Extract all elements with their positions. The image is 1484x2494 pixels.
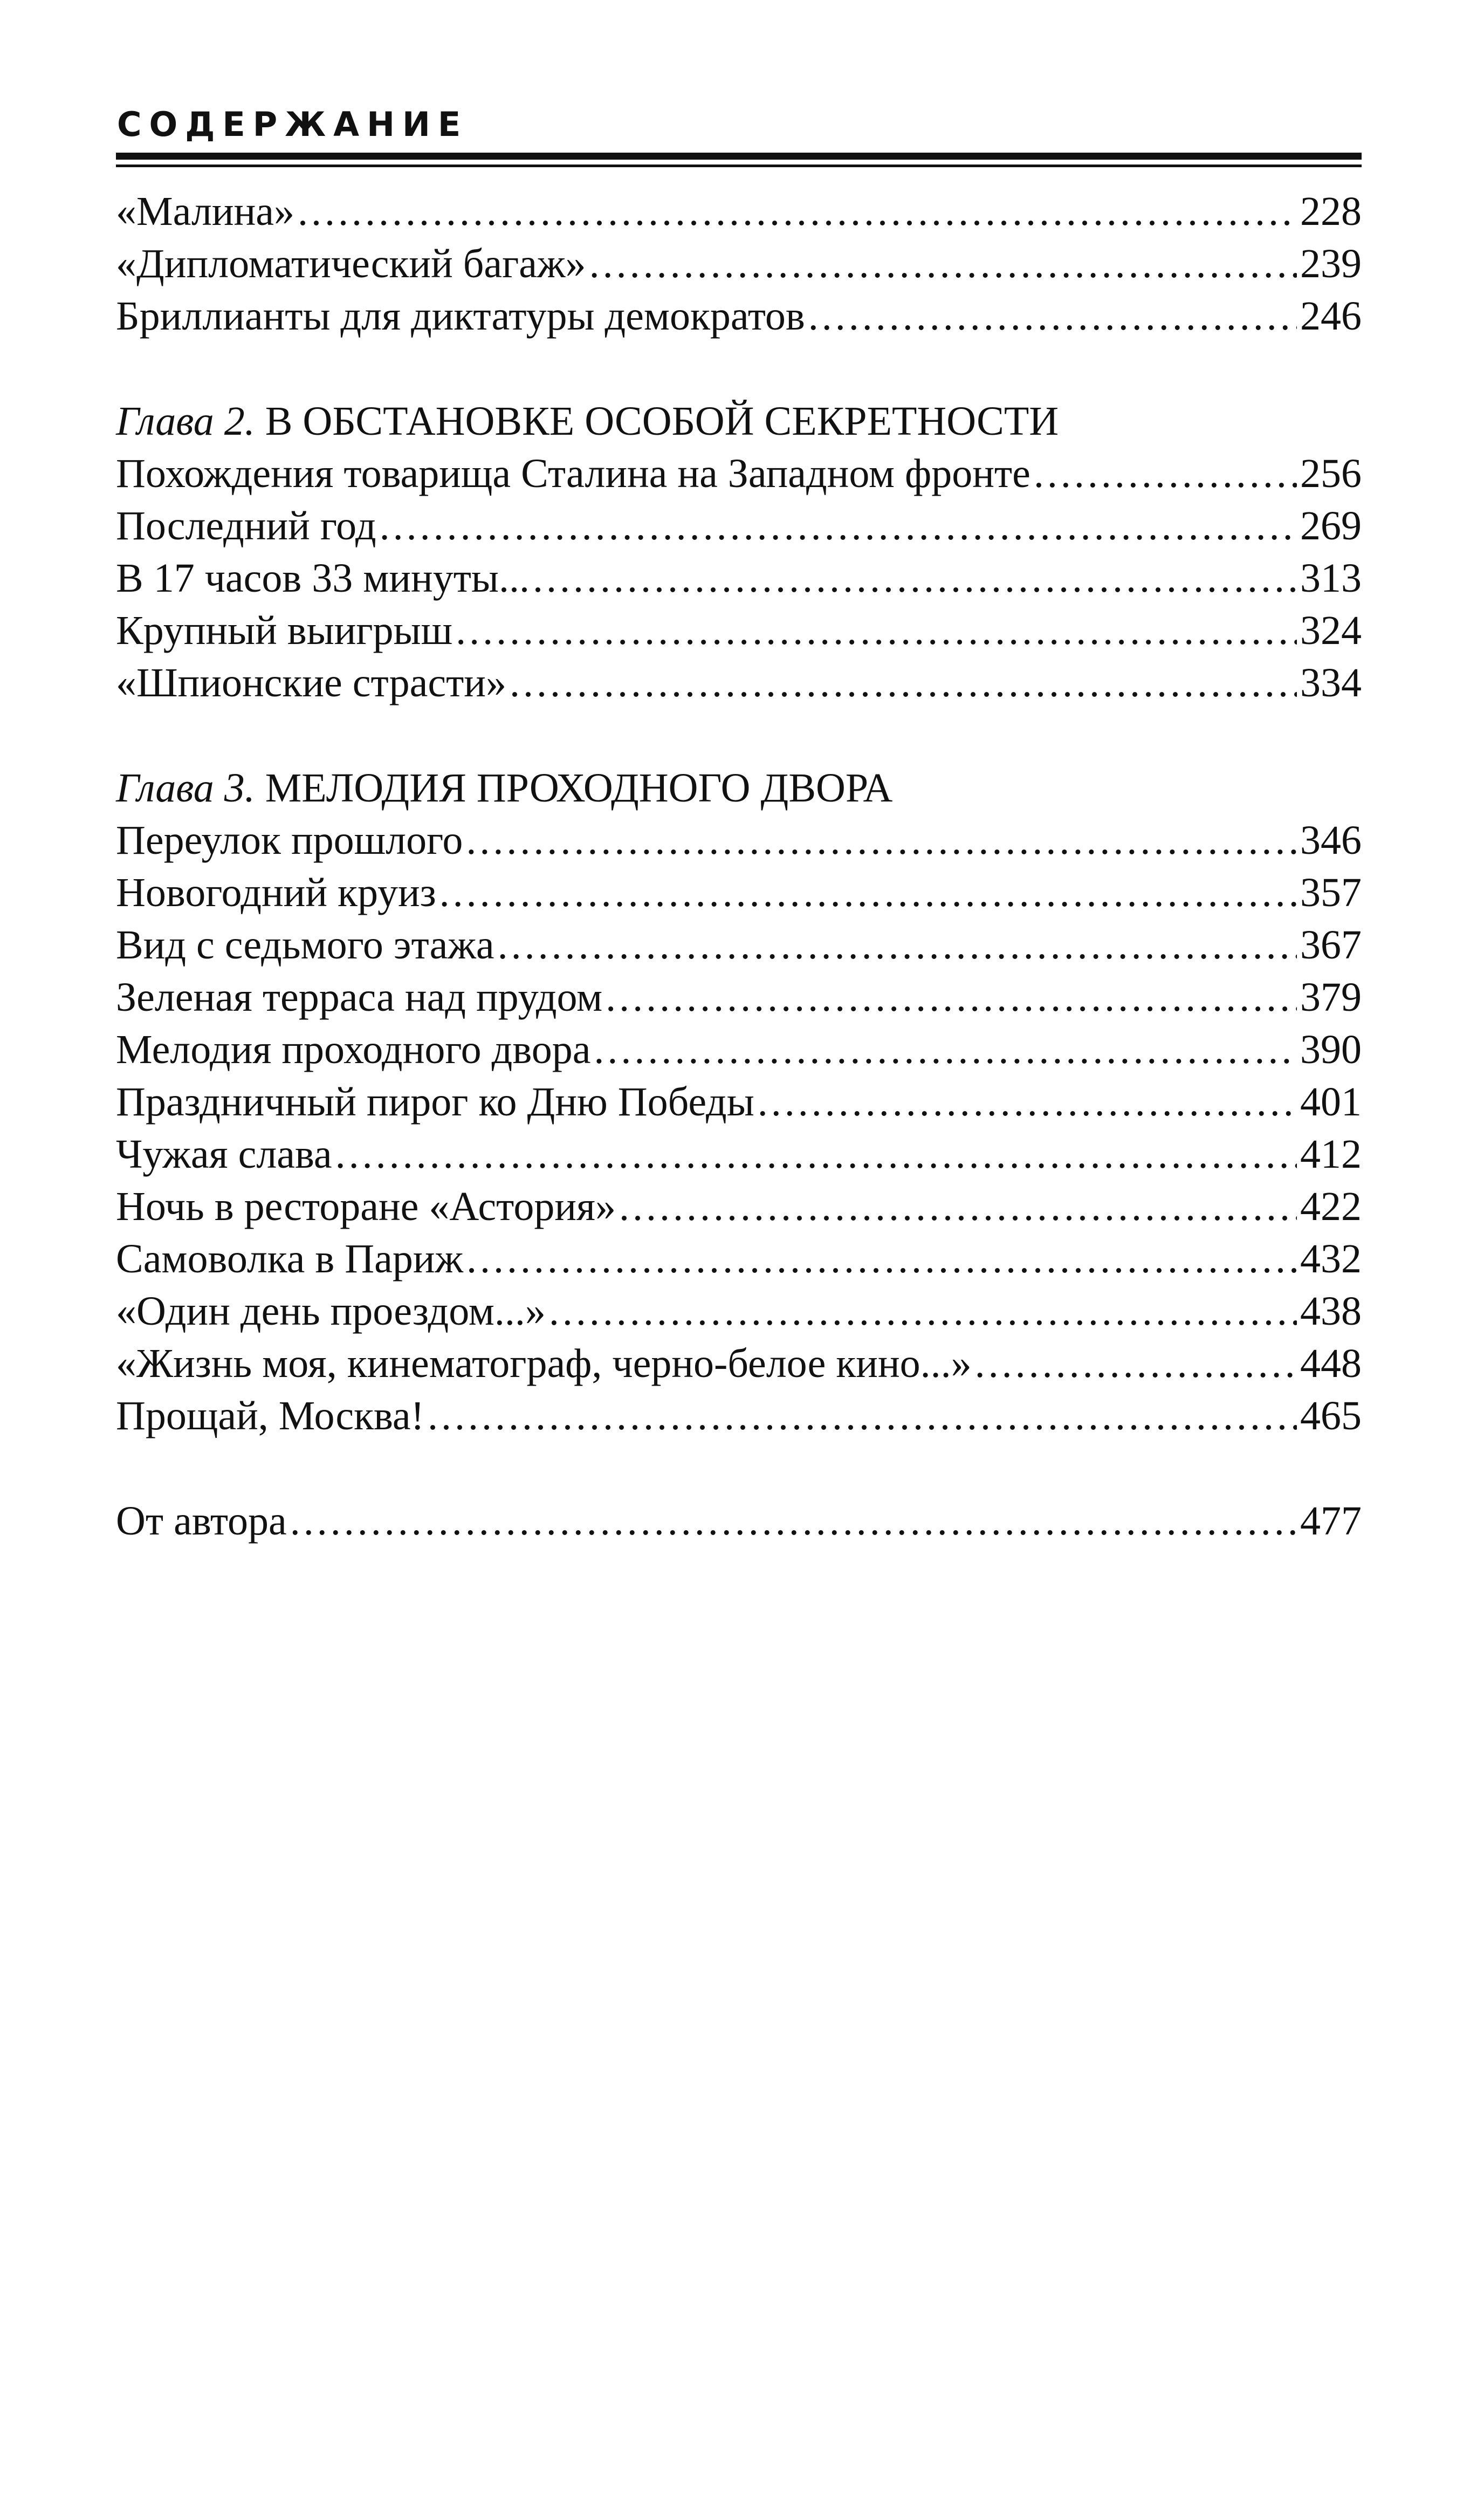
section-gap xyxy=(116,1442,1362,1495)
header-rule-thin xyxy=(116,165,1362,167)
toc-entry[interactable] xyxy=(116,1338,1362,1390)
table-of-contents xyxy=(116,186,1362,1547)
toc-entry-title: Ночь в ресторане «Астория» xyxy=(116,1184,616,1229)
dot-leader xyxy=(589,238,1297,290)
toc-entry-page: 246 xyxy=(1300,293,1362,339)
toc-entry-title: Новогодний круиз xyxy=(116,870,436,915)
toc-entry[interactable] xyxy=(116,500,1362,552)
dot-leader xyxy=(606,971,1297,1024)
toc-entry-page: 239 xyxy=(1300,241,1362,286)
toc-entry-page: 313 xyxy=(1300,556,1362,601)
dot-leader xyxy=(456,605,1297,657)
toc-entry-page: 346 xyxy=(1300,818,1362,863)
toc-entry[interactable] xyxy=(116,1076,1362,1128)
toc-entry-title: Бриллианты для диктатуры демократов xyxy=(116,293,805,339)
header-rule-thick xyxy=(116,153,1362,160)
toc-entry[interactable] xyxy=(116,971,1362,1024)
section-gap xyxy=(116,709,1362,762)
toc-entry[interactable] xyxy=(116,1024,1362,1076)
toc-entry[interactable] xyxy=(116,814,1362,867)
toc-entry-title: «Шпионские страсти» xyxy=(116,660,506,705)
toc-entry-page: 438 xyxy=(1300,1289,1362,1334)
toc-entry[interactable] xyxy=(116,1390,1362,1442)
toc-entry-page: 401 xyxy=(1300,1079,1362,1125)
toc-entry-afterword[interactable] xyxy=(116,1495,1362,1547)
toc-entry-title: «Один день проездом...» xyxy=(116,1289,546,1334)
toc-entry-title: Прощай, Москва! xyxy=(116,1393,424,1438)
toc-entry[interactable] xyxy=(116,1285,1362,1338)
toc-entry-page: 367 xyxy=(1300,922,1362,968)
dot-leader xyxy=(439,867,1297,919)
chapter-3-heading xyxy=(116,762,1362,814)
dot-leader xyxy=(290,1495,1297,1547)
dot-leader xyxy=(533,552,1297,605)
toc-entry-title: Переулок прошлого xyxy=(116,818,463,863)
toc-entry-title: Чужая слава xyxy=(116,1132,332,1177)
dot-leader xyxy=(428,1390,1297,1442)
toc-entry[interactable] xyxy=(116,919,1362,971)
toc-entry-title: Мелодия проходного двора xyxy=(116,1027,591,1072)
toc-entry-title: Последний год xyxy=(116,503,376,549)
toc-entry-page: 324 xyxy=(1300,608,1362,653)
toc-entry[interactable] xyxy=(116,448,1362,500)
chapter-3-label: Глава 3. xyxy=(116,765,255,811)
toc-entry-title: Вид с седьмого этажа xyxy=(116,922,494,968)
toc-entry-title: Самоволка в Париж xyxy=(116,1236,463,1282)
dot-leader xyxy=(808,290,1297,342)
chapter-2-label: Глава 2. xyxy=(116,399,255,444)
dot-leader xyxy=(549,1285,1297,1338)
toc-entry[interactable] xyxy=(116,186,1362,238)
chapter-3-title: МЕЛОДИЯ ПРОХОДНОГО ДВОРА xyxy=(265,765,893,811)
toc-entry-title: «Дипломатический багаж» xyxy=(116,241,586,286)
toc-entry[interactable] xyxy=(116,657,1362,709)
dot-leader xyxy=(298,186,1297,238)
toc-entry-page: 465 xyxy=(1300,1393,1362,1438)
chapter-2-title: В ОБСТАНОВКЕ ОСОБОЙ СЕКРЕТНОСТИ xyxy=(265,399,1059,444)
toc-entry-page: 357 xyxy=(1300,870,1362,915)
toc-entry-title: Зеленая терраса над прудом xyxy=(116,975,603,1020)
dot-leader xyxy=(594,1024,1297,1076)
dot-leader xyxy=(335,1128,1297,1181)
toc-entry-title: От автора xyxy=(116,1498,287,1544)
dot-leader xyxy=(466,814,1297,867)
toc-entry-page: 334 xyxy=(1300,660,1362,705)
toc-entry[interactable] xyxy=(116,1128,1362,1181)
toc-entry-title: Праздничный пирог ко Дню Победы xyxy=(116,1079,754,1125)
chapter-2-heading xyxy=(116,395,1362,448)
dot-leader xyxy=(1034,448,1297,500)
toc-entry[interactable] xyxy=(116,290,1362,342)
toc-entry[interactable] xyxy=(116,238,1362,290)
toc-entry-page: 432 xyxy=(1300,1236,1362,1282)
toc-entry-page: 379 xyxy=(1300,975,1362,1020)
toc-entry-title: «Малина» xyxy=(116,189,294,234)
toc-entry-page: 228 xyxy=(1300,189,1362,234)
running-head-title: СОДЕРЖАНИЕ xyxy=(117,105,469,144)
dot-leader xyxy=(758,1076,1297,1128)
toc-entry-page: 422 xyxy=(1300,1184,1362,1229)
toc-entry[interactable] xyxy=(116,867,1362,919)
toc-entry-title: В 17 часов 33 минуты... xyxy=(116,556,530,601)
toc-entry-page: 448 xyxy=(1300,1341,1362,1386)
toc-entry-page: 390 xyxy=(1300,1027,1362,1072)
section-gap xyxy=(116,342,1362,395)
toc-entry-page: 256 xyxy=(1300,451,1362,496)
toc-entry[interactable] xyxy=(116,1233,1362,1285)
toc-entry-page: 269 xyxy=(1300,503,1362,549)
dot-leader xyxy=(466,1233,1297,1285)
toc-entry-page: 477 xyxy=(1300,1498,1362,1544)
dot-leader xyxy=(510,657,1297,709)
dot-leader xyxy=(975,1338,1297,1390)
dot-leader xyxy=(498,919,1297,971)
dot-leader xyxy=(619,1181,1297,1233)
dot-leader xyxy=(380,500,1297,552)
toc-page xyxy=(116,105,1362,1547)
toc-entry[interactable] xyxy=(116,552,1362,605)
toc-entry-title: Крупный выигрыш xyxy=(116,608,453,653)
toc-entry-title: «Жизнь моя, кинематограф, черно-белое кино...» xyxy=(116,1341,972,1386)
toc-entry-page: 412 xyxy=(1300,1132,1362,1177)
toc-entry-title: Похождения товарища Сталина на Западном фронте xyxy=(116,451,1030,496)
toc-entry[interactable] xyxy=(116,605,1362,657)
toc-entry[interactable] xyxy=(116,1181,1362,1233)
